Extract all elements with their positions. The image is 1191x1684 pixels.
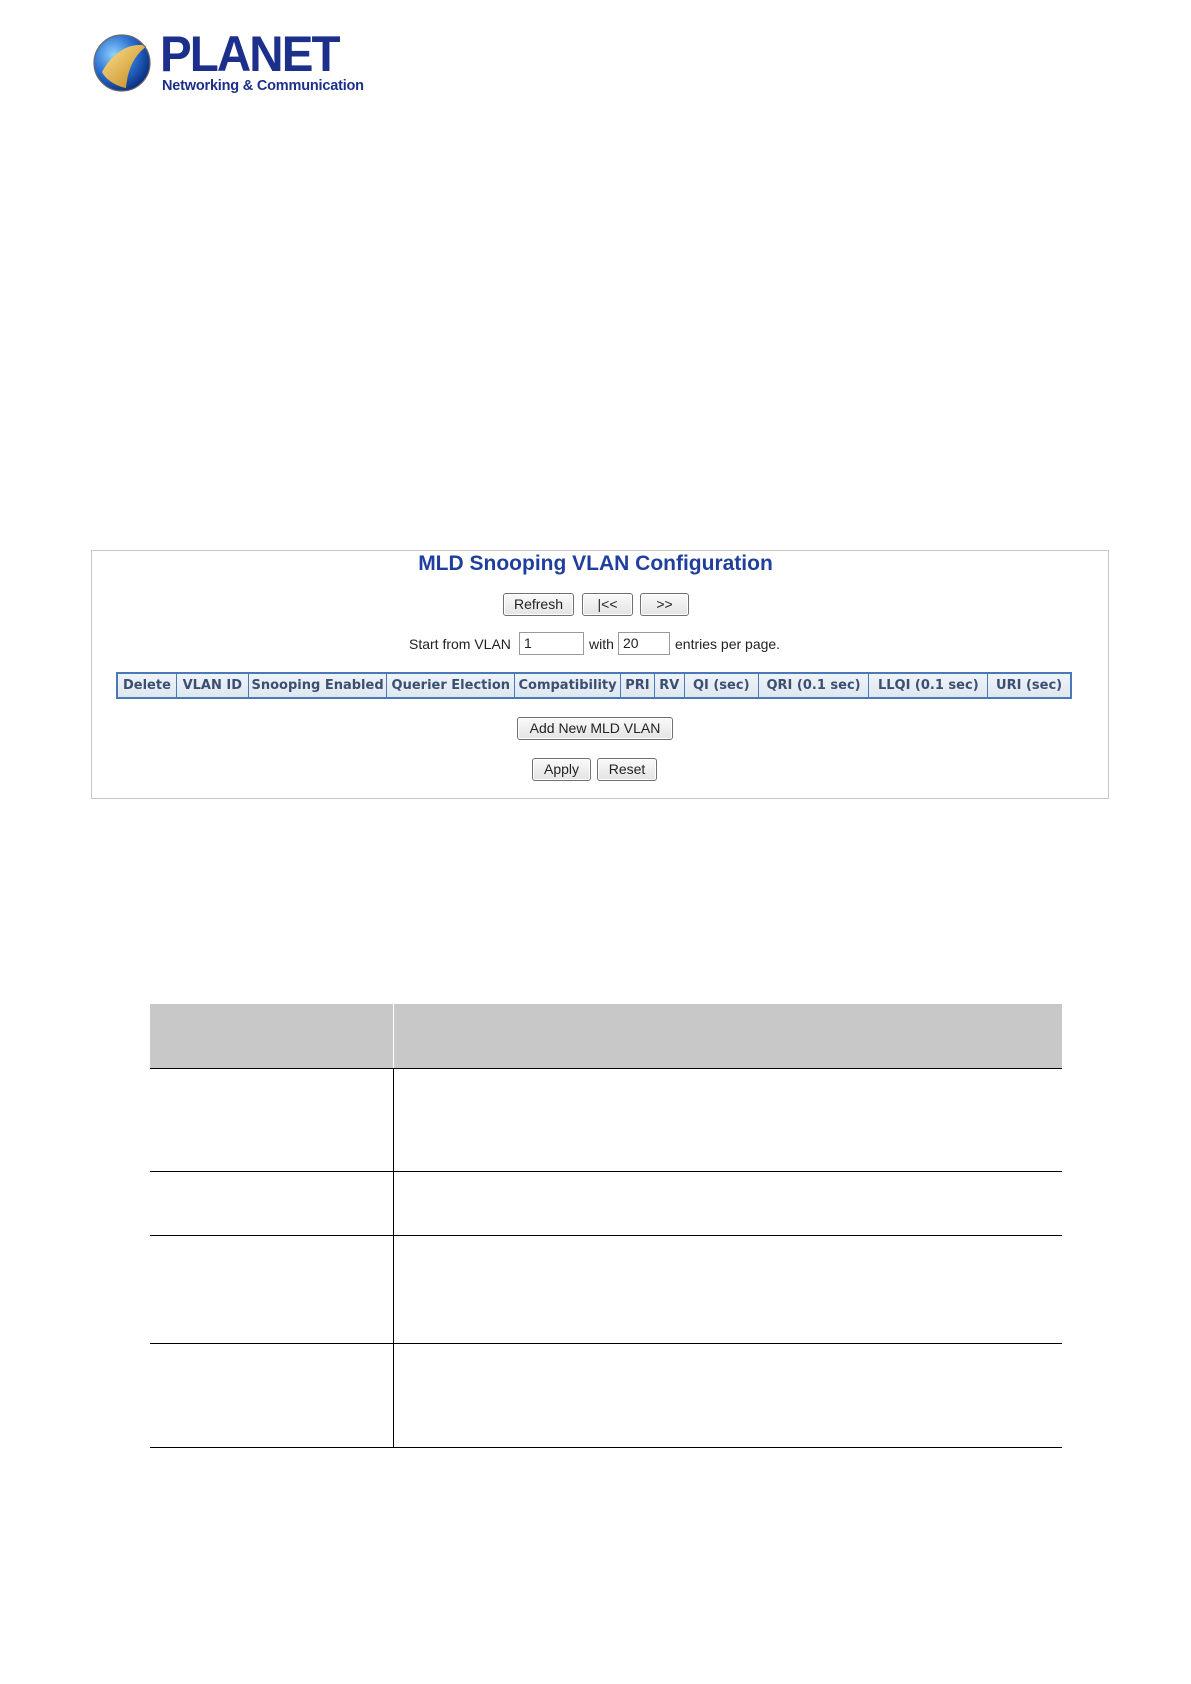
column-header-pri: PRI (621, 674, 655, 697)
start-from-label: Start from VLAN (409, 636, 511, 652)
column-header-snooping-enabled: Snooping Enabled (249, 674, 388, 697)
column-header-qi: QI (sec) (685, 674, 759, 697)
column-header-delete: Delete (118, 674, 177, 697)
planet-logo (92, 26, 364, 98)
column-header-qri: QRI (0.1 sec) (759, 674, 870, 697)
planet-globe-icon (92, 32, 152, 92)
table-row-separator (150, 1447, 1062, 1448)
table-header-divider (393, 1004, 394, 1068)
table-row-separator (150, 1068, 1062, 1069)
column-header-uri: URI (sec) (988, 674, 1070, 697)
logo-wordmark: PLANET (160, 26, 339, 82)
entries-per-page-input[interactable]: 20 (618, 632, 670, 655)
range-controls (0, 632, 1191, 656)
page-title: MLD Snooping VLAN Configuration (418, 552, 773, 575)
column-header-querier-election: Querier Election (387, 674, 515, 697)
mld-vlan-table (116, 672, 1072, 699)
table-header-row (150, 1004, 1062, 1068)
start-vlan-input[interactable]: 1 (519, 632, 584, 655)
table-row-separator (150, 1235, 1062, 1236)
with-label: with (589, 636, 614, 652)
add-new-mld-vlan-button[interactable]: Add New MLD VLAN (517, 717, 673, 740)
table-column-divider (393, 1068, 394, 1448)
refresh-button[interactable]: Refresh (503, 593, 574, 616)
first-page-button[interactable]: |<< (582, 593, 633, 616)
logo-tagline: Networking & Communication (162, 78, 364, 94)
table-row-separator (150, 1343, 1062, 1344)
reset-button[interactable]: Reset (597, 758, 657, 781)
entries-per-page-label: entries per page. (675, 636, 781, 652)
apply-button[interactable]: Apply (532, 758, 591, 781)
column-header-rv: RV (655, 674, 685, 697)
table-row-separator (150, 1171, 1062, 1172)
next-page-button[interactable]: >> (640, 593, 689, 616)
column-header-compatibility: Compatibility (515, 674, 621, 697)
column-header-llqi: LLQI (0.1 sec) (869, 674, 988, 697)
column-header-vlan-id: VLAN ID (177, 674, 249, 697)
